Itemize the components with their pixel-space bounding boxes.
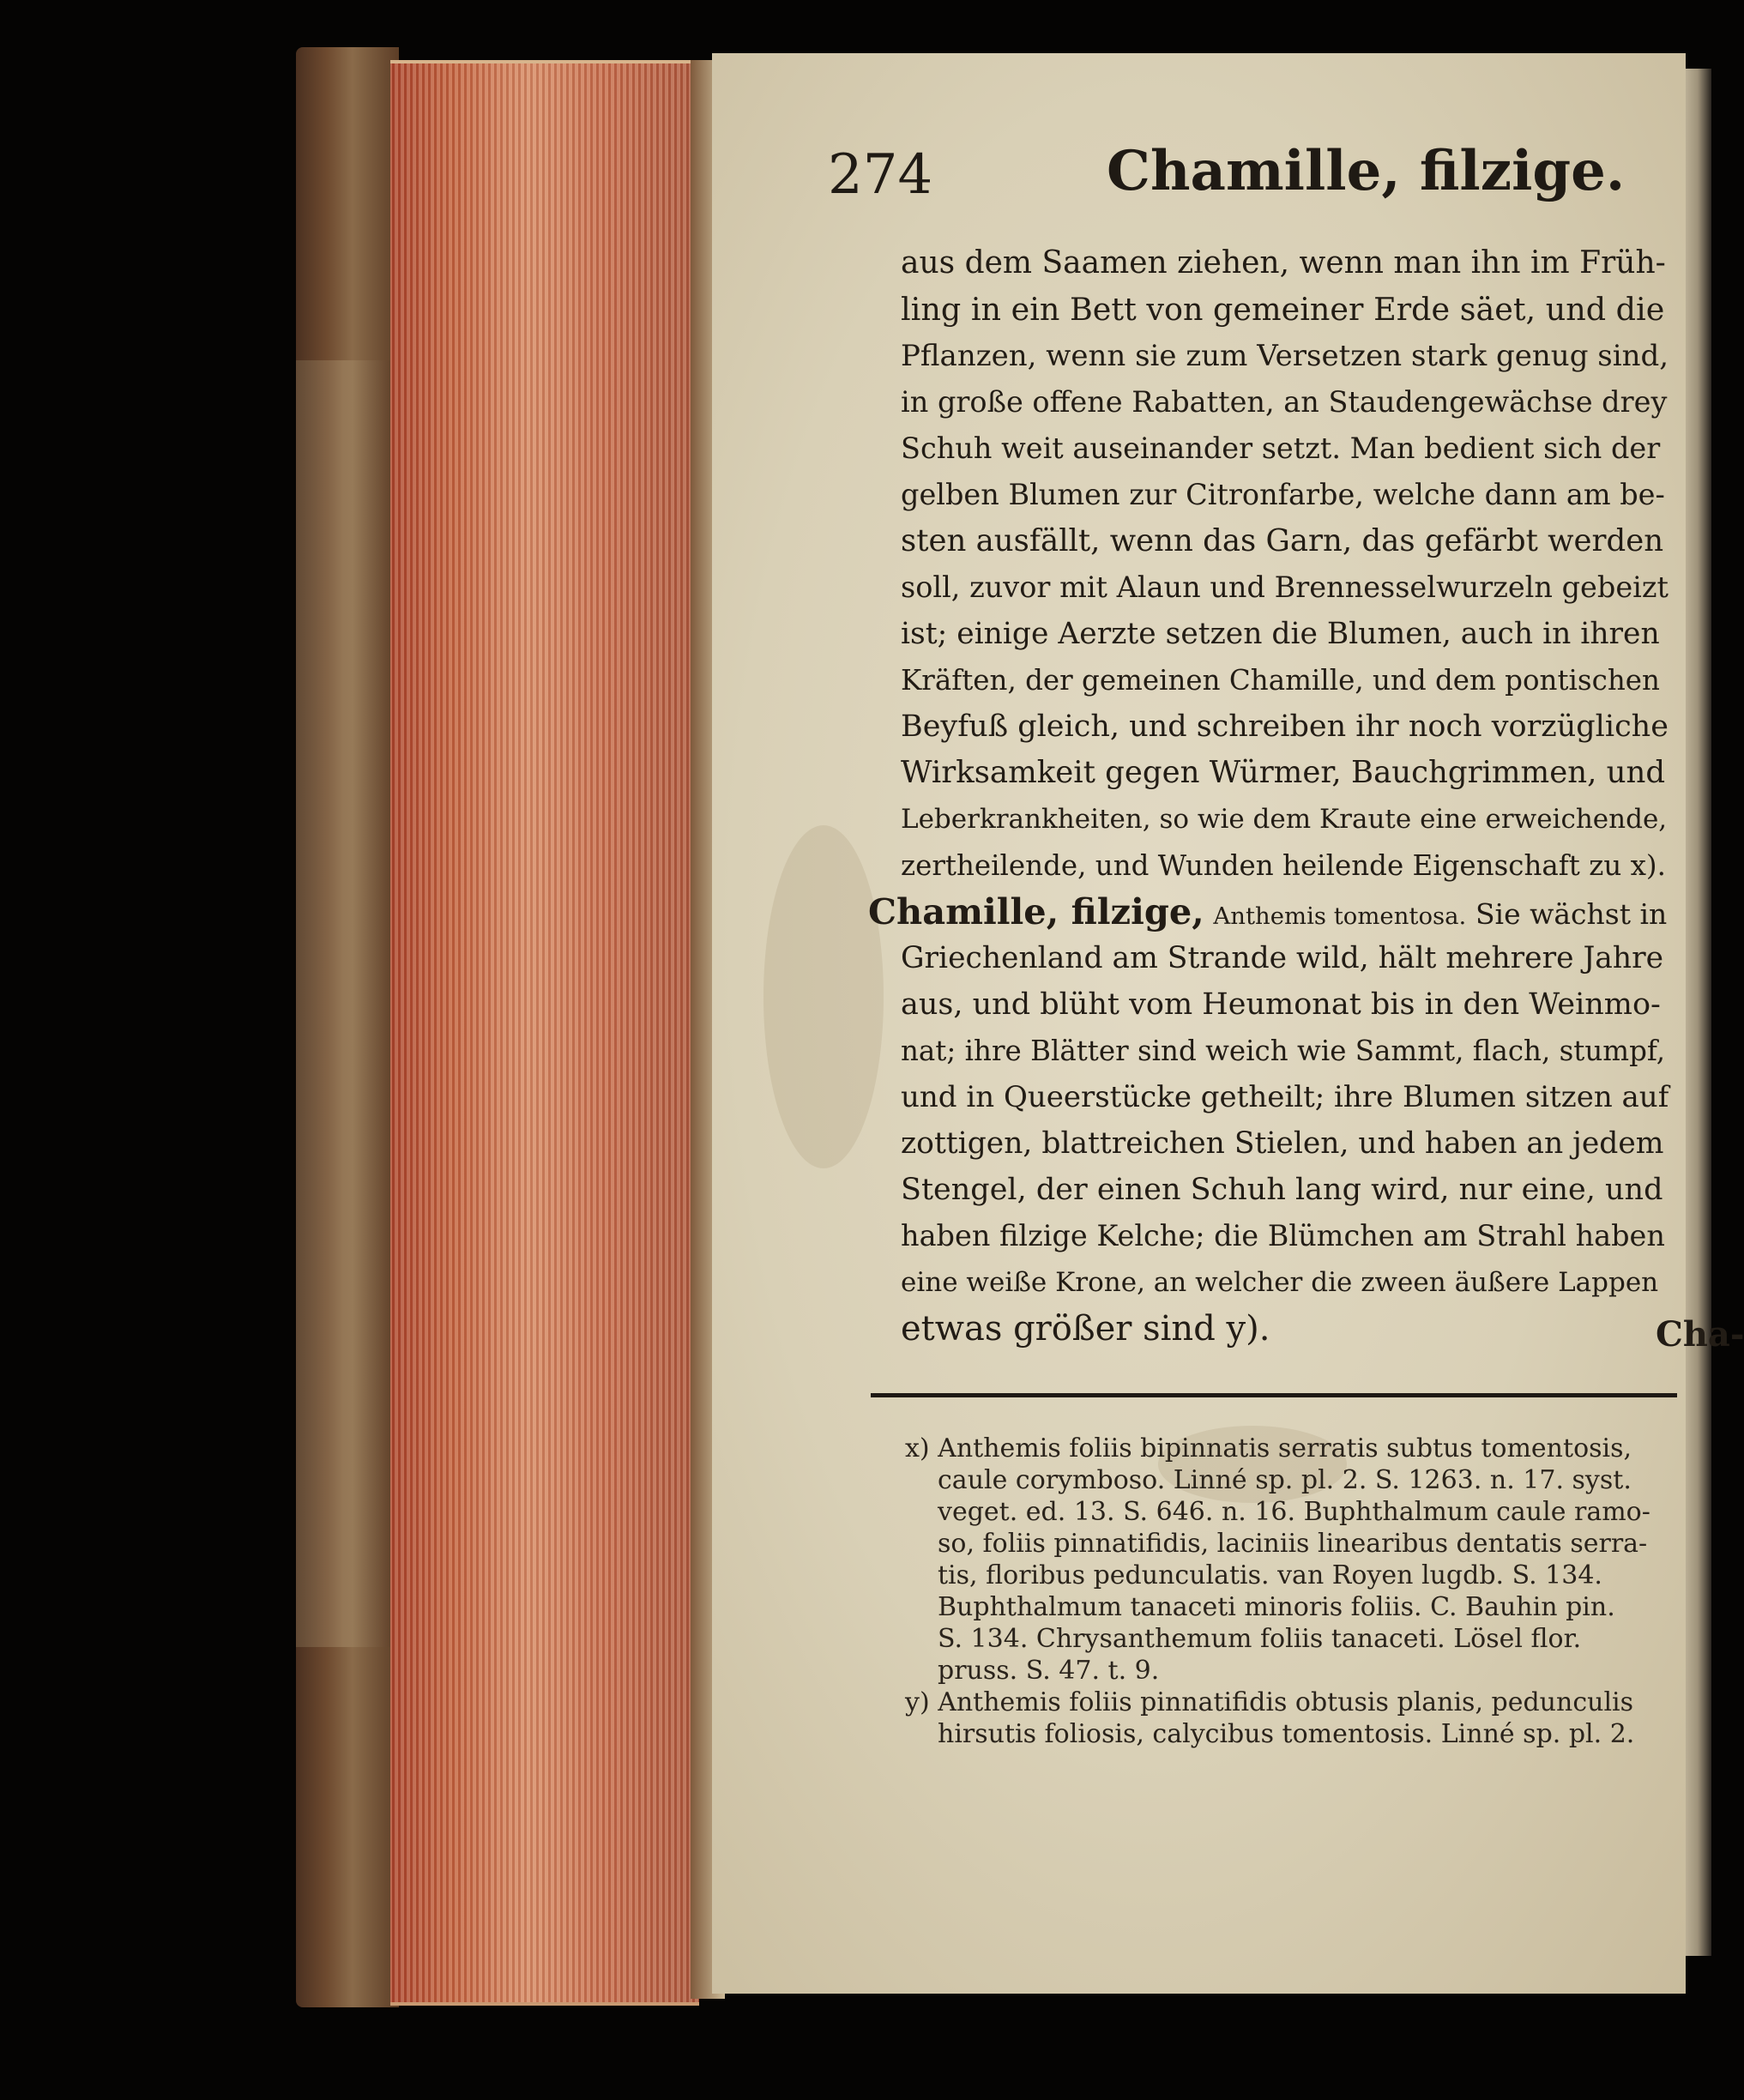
footnote-line: so, foliis pinnatifidis, laciniis linearibus dentatis serra- bbox=[938, 1529, 1648, 1559]
text-line: Wirksamkeit gegen Würmer, Bauchgrimmen, und bbox=[901, 755, 1666, 790]
text-line: ling in ein Bett von gemeiner Erde säet, und die bbox=[901, 291, 1665, 328]
footnote-line: pruss. S. 47. t. 9. bbox=[938, 1656, 1160, 1686]
entry-headword: Chamille, filzige, bbox=[868, 890, 1204, 932]
text-line: etwas größer sind y). bbox=[901, 1309, 1270, 1349]
text-line: Pflanzen, wenn sie zum Versetzen stark genug sind, bbox=[901, 339, 1669, 373]
footnote-rule bbox=[871, 1393, 1677, 1397]
text-line: aus dem Saamen ziehen, wenn man ihn im Früh- bbox=[901, 245, 1666, 281]
entry-first-line bbox=[868, 889, 1669, 935]
book-page bbox=[712, 53, 1744, 1994]
catchword: Cha- bbox=[1656, 1314, 1744, 1355]
footnote-line: hirsutis foliosis, calycibus tomentosis. Linné sp. pl. 2. bbox=[938, 1719, 1635, 1749]
text-line: aus, und blüht vom Heumonat bis in den Weinmo- bbox=[901, 987, 1661, 1022]
text-line: Griechenland am Strande wild, hält mehrere Jahre bbox=[901, 941, 1663, 975]
running-title: Chamille, filzige. bbox=[1107, 139, 1626, 203]
text-line: Schuh weit auseinander setzt. Man bedient sich der bbox=[901, 431, 1661, 465]
footnote-line: y) Anthemis foliis pinnatifidis obtusis planis, pedunculis bbox=[905, 1687, 1634, 1717]
main-text-block bbox=[868, 240, 1669, 1352]
text-line: Kräften, der gemeinen Chamille, und dem pontischen bbox=[901, 664, 1660, 697]
text-line: Leberkrankheiten, so wie dem Kraute eine erweichende, bbox=[901, 804, 1668, 835]
footnote-line: S. 134. Chrysanthemum foliis tanaceti. Lösel flor. bbox=[938, 1624, 1582, 1654]
text-line: gelben Blumen zur Citronfarbe, welche dann am be- bbox=[901, 478, 1665, 511]
text-line: Beyfuß gleich, und schreiben ihr noch vorzügliche bbox=[901, 709, 1669, 744]
page-stain bbox=[763, 825, 884, 1168]
text-line: und in Queerstücke getheilt; ihre Blumen sitzen auf bbox=[901, 1080, 1669, 1114]
text-line: eine weiße Krone, an welcher die zween äußere Lappen bbox=[901, 1267, 1659, 1298]
footnote-line: caule corymboso. Linné sp. pl. 2. S. 1263. n. 17. syst. bbox=[938, 1465, 1632, 1495]
text-line: Stengel, der einen Schuh lang wird, nur eine, und bbox=[901, 1173, 1663, 1207]
entry-first-line-rest: Sie wächst in bbox=[1475, 897, 1668, 931]
cover-wear bbox=[296, 360, 390, 1647]
footnotes-block bbox=[905, 1433, 1681, 1750]
text-line: sten ausfällt, wenn das Garn, das gefärbt werden bbox=[901, 523, 1664, 558]
page-number: 274 bbox=[828, 143, 933, 207]
text-line: zottigen, blattreichen Stielen, und haben an jedem bbox=[901, 1126, 1664, 1161]
footnote-line: x) Anthemis foliis bipinnatis serratis subtus tomentosis, bbox=[905, 1433, 1632, 1463]
text-line: nat; ihre Blätter sind weich wie Sammt, flach, stumpf, bbox=[901, 1035, 1666, 1067]
footnote-line: veget. ed. 13. S. 646. n. 16. Buphthalmum caule ramo- bbox=[938, 1497, 1650, 1527]
footnote-line: Buphthalmum tanaceti minoris foliis. C. Bauhin pin. bbox=[938, 1592, 1615, 1622]
text-line: zertheilende, und Wunden heilende Eigenschaft zu x). bbox=[901, 849, 1666, 882]
text-line: ist; einige Aerzte setzen die Blumen, auch in ihren bbox=[901, 617, 1660, 651]
text-line: soll, zuvor mit Alaun und Brennesselwurzeln gebeizt bbox=[901, 570, 1669, 604]
text-line: in große offene Rabatten, an Staudengewächse drey bbox=[901, 385, 1668, 419]
page-block-edges bbox=[390, 60, 699, 2006]
text-line: haben filzige Kelche; die Blümchen am Strahl haben bbox=[901, 1219, 1665, 1252]
latin-name: Anthemis tomentosa. bbox=[1213, 902, 1467, 930]
footnote-line: tis, floribus pedunculatis. van Royen lugdb. S. 134. bbox=[938, 1560, 1602, 1590]
